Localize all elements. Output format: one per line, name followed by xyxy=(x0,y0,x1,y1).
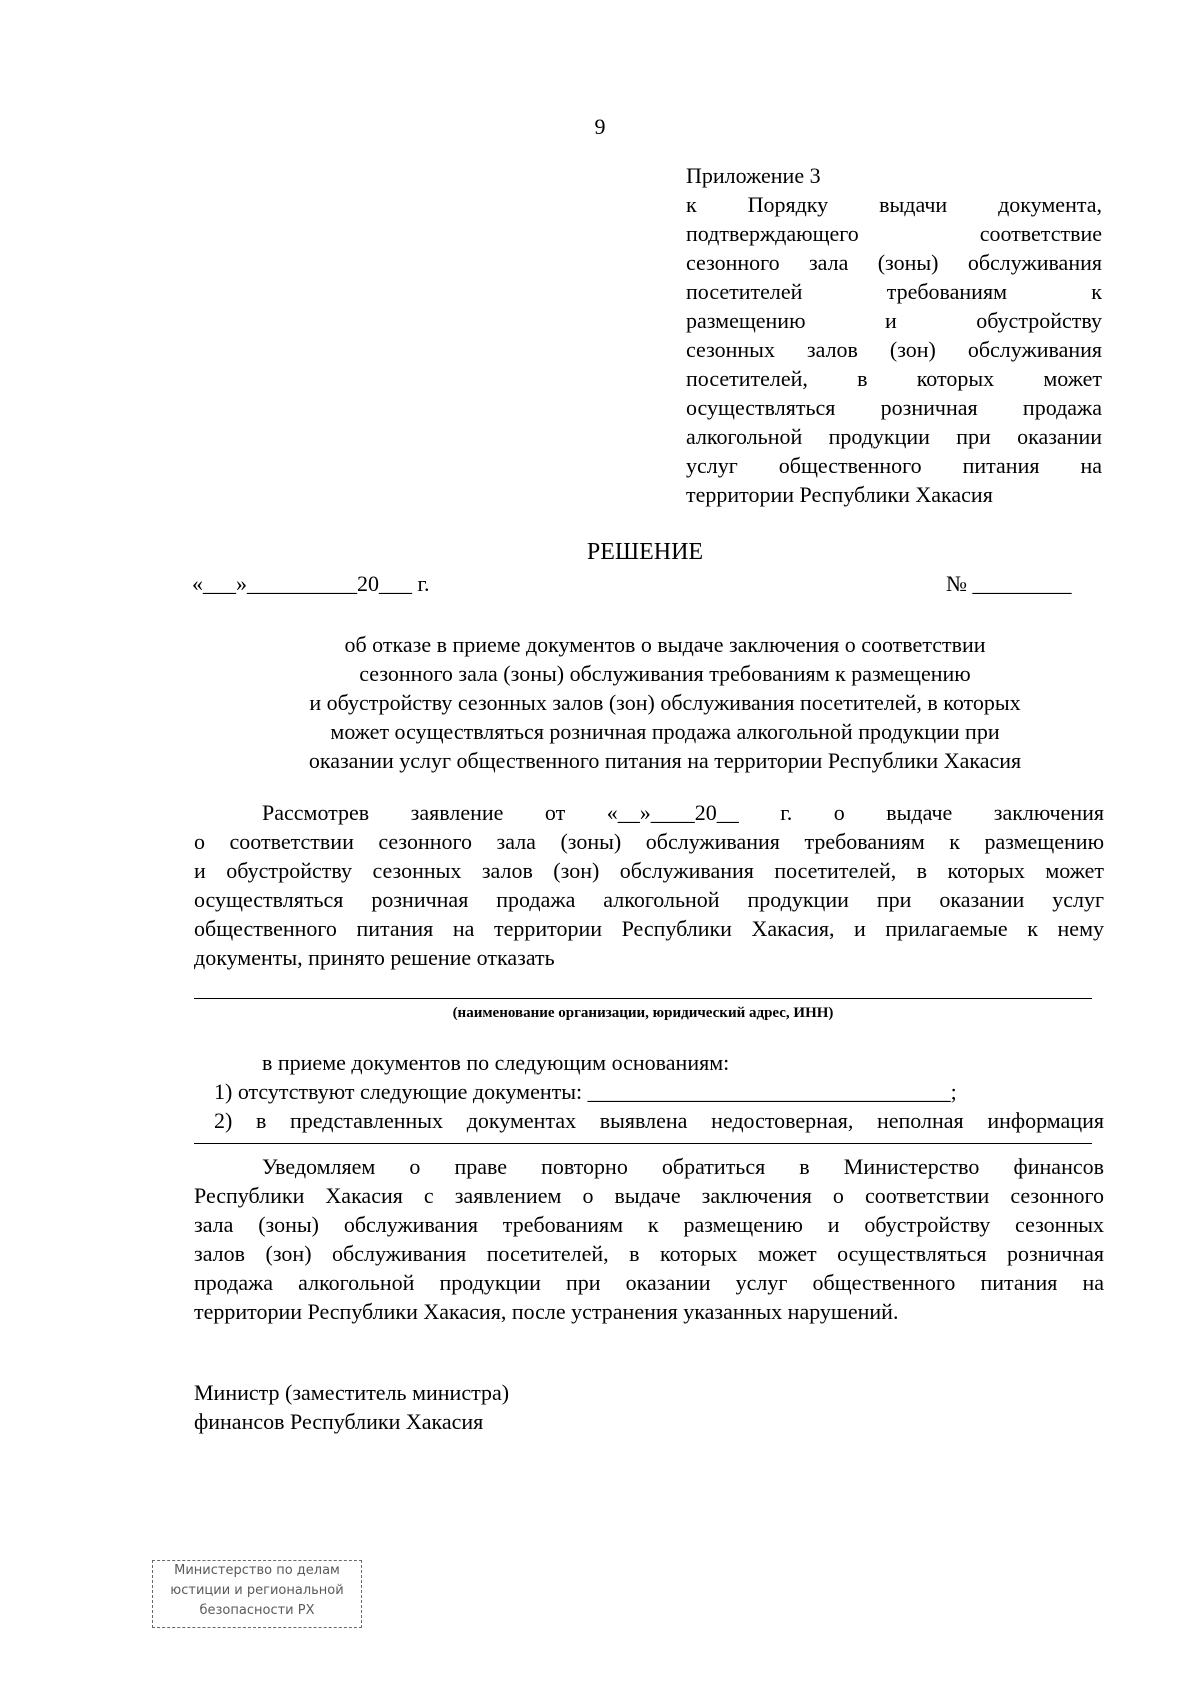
body-line: Рассмотрев заявление от «__»____20__ г. о выдаче заключения xyxy=(262,800,1104,825)
notice-line: продажа алкогольной продукции при оказании услуг общественного питания на xyxy=(194,1270,1104,1295)
grounds-intro xyxy=(262,1048,1104,1077)
appendix-block xyxy=(686,161,1102,509)
appendix-line: к Порядку выдачи документа, xyxy=(686,192,1102,217)
ground-item-2 xyxy=(214,1106,1104,1135)
organization-fill-line xyxy=(194,998,1092,999)
appendix-line: услуг общественного питания на xyxy=(686,453,1102,478)
stamp-line: безопасности РХ xyxy=(199,1603,315,1618)
registration-stamp xyxy=(152,1560,362,1628)
signature-organization: финансов Республики Хакасия xyxy=(194,1409,484,1434)
notice-line: Уведомляем о праве повторно обратиться в Министерство финансов xyxy=(262,1154,1104,1179)
appendix-line: осуществляться розничная продажа xyxy=(686,395,1102,420)
notice-line: зала (зоны) обслуживания требованиям к размещению и обустройству сезонных xyxy=(194,1212,1104,1237)
decision-subject xyxy=(200,630,1130,775)
notice-paragraph xyxy=(194,1152,1104,1326)
body-line: осуществляться розничная продажа алкогольной продукции при оказании услуг xyxy=(194,887,1104,912)
appendix-line: размещению и обустройству xyxy=(686,308,1102,333)
document-title: РЕШЕНИЕ xyxy=(586,539,704,565)
notice-line: залов (зон) обслуживания посетителей, в которых может осуществляться розничная xyxy=(194,1241,1104,1266)
body-line: документы, принято решение отказать xyxy=(194,945,555,970)
appendix-line: территории Республики Хакасия xyxy=(686,482,993,507)
subject-line: и обустройству сезонных залов (зон) обслуживания посетителей, в которых xyxy=(309,690,1021,715)
notice-line: Республики Хакасия с заявлением о выдаче заключения о соответствии сезонного xyxy=(194,1183,1104,1208)
page-number: 9 xyxy=(594,114,606,139)
appendix-title: Приложение 3 xyxy=(686,163,821,188)
number-line: № _________ xyxy=(946,571,1072,596)
stamp-line: Министерство по делам xyxy=(174,1563,340,1578)
subject-line: об отказе в приеме документов о выдаче заключения о соответствии xyxy=(344,632,986,657)
stamp-line: юстиции и региональной xyxy=(170,1583,344,1598)
body-paragraph xyxy=(194,798,1104,972)
notice-line: территории Республики Хакасия, после устранения указанных нарушений. xyxy=(194,1299,899,1324)
subject-line: оказании услуг общественного питания на территории Республики Хакасия xyxy=(308,748,1022,773)
appendix-line: посетителей, в которых может xyxy=(686,366,1102,391)
signature-title: Министр (заместитель министра) xyxy=(194,1380,510,1405)
appendix-line: подтверждающего соответствие xyxy=(686,221,1102,246)
information-fill-line xyxy=(194,1143,1092,1144)
signature-block xyxy=(194,1378,509,1436)
subject-line: сезонного зала (зоны) обслуживания требованиям к размещению xyxy=(359,661,971,686)
organization-hint: (наименование организации, юридический адрес, ИНН) xyxy=(452,1005,834,1021)
appendix-line: посетителей требованиям к xyxy=(686,279,1102,304)
appendix-line: алкогольной продукции при оказании xyxy=(686,424,1102,449)
ground-item-1: 1) отсутствуют следующие документы: _________________________________; xyxy=(214,1079,957,1104)
body-line: о соответствии сезонного зала (зоны) обслуживания требованиям к размещению xyxy=(194,829,1104,854)
ground-item-2-text: 2) в представленных документах выявлена недостоверная, неполная информация xyxy=(214,1108,1104,1133)
appendix-line: сезонных залов (зон) обслуживания xyxy=(686,337,1102,362)
subject-line: может осуществляться розничная продажа алкогольной продукции при xyxy=(330,719,1000,744)
body-line: и обустройству сезонных залов (зон) обслуживания посетителей, в которых может xyxy=(194,858,1104,883)
date-line: «___»__________20___ г. xyxy=(192,571,430,596)
body-line: общественного питания на территории Республики Хакасия, и прилагаемые к нему xyxy=(194,916,1104,941)
appendix-line: сезонного зала (зоны) обслуживания xyxy=(686,250,1102,275)
grounds-intro-text: в приеме документов по следующим основаниям: xyxy=(262,1050,730,1075)
